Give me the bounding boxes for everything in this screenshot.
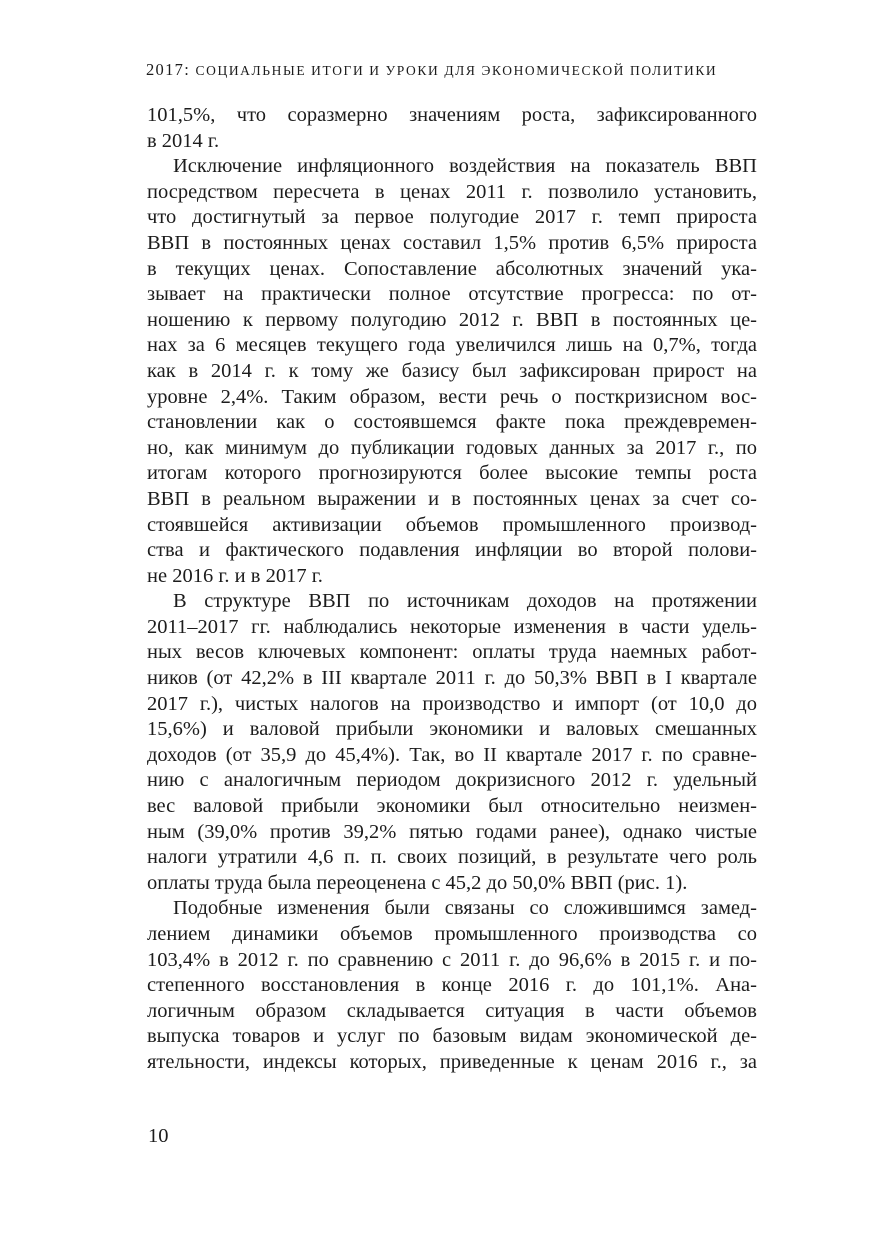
running-header: [146, 60, 717, 80]
page-number: 10: [148, 1125, 169, 1147]
running-header-year: 2017:: [146, 60, 191, 79]
text-line: выпуска товаров и услуг по базовым видам экономической де-: [147, 1025, 757, 1048]
text-line: в текущих ценах. Сопоставление абсолютных значений ука-: [147, 257, 757, 280]
text-line: 2011–2017 гг. наблюдались некоторые изменения в части удель-: [147, 615, 757, 638]
text-line: посредством пересчета в ценах 2011 г. позволило установить,: [147, 180, 757, 203]
text-line: становлении как о состоявшемся факте пока преждевремен-: [147, 411, 757, 434]
text-line: Исключение инфляционного воздействия на показатель ВВП: [173, 155, 757, 178]
text-line: как в 2014 г. к тому же базису был зафиксирован прирост на: [147, 359, 757, 382]
body-text: [147, 103, 757, 1076]
text-line: доходов (от 35,9 до 45,4%). Так, во II квартале 2017 г. по сравне-: [147, 743, 757, 766]
text-line: ных весов ключевых компонент: оплаты труда наемных работ-: [147, 641, 757, 664]
text-line: ным (39,0% против 39,2% пятью годами ранее), однако чистые: [147, 820, 757, 843]
text-line: но, как минимум до публикации годовых данных за 2017 г., по: [147, 436, 757, 459]
text-line: ВВП в постоянных ценах составил 1,5% против 6,5% прироста: [147, 231, 757, 254]
text-line: ников (от 42,2% в III квартале 2011 г. до 50,3% ВВП в I квартале: [147, 667, 757, 690]
running-header-title: СОЦИАЛЬНЫЕ ИТОГИ И УРОКИ ДЛЯ ЭКОНОМИЧЕСКОЙ ПОЛИТИКИ: [195, 63, 718, 78]
text-line: логичным образом складывается ситуация в части объемов: [147, 999, 757, 1022]
text-line: что достигнутый за первое полугодие 2017 г. темп прироста: [147, 206, 757, 229]
text-line: лением динамики объемов промышленного производства со: [147, 923, 757, 945]
text-line: налоги утратили 4,6 п. п. своих позиций, в результате чего роль: [147, 846, 757, 869]
text-line: степенного восстановления в конце 2016 г. до 101,1%. Ана-: [147, 974, 757, 997]
text-line: в 2014 г.: [147, 129, 220, 152]
text-line: зывает на практически полное отсутствие прогресса: по от-: [147, 283, 757, 306]
text-line: 2017 г.), чистых налогов на производство и импорт (от 10,0 до: [147, 692, 757, 715]
text-line: стоявшейся активизации объемов промышленного производ-: [147, 513, 757, 536]
text-line: нию с аналогичным периодом докризисного 2012 г. удельный: [147, 769, 757, 792]
text-line: ВВП в реальном выражении и в постоянных ценах за счет со-: [147, 487, 757, 510]
text-line: ства и фактического подавления инфляции во второй полови-: [147, 539, 757, 562]
text-line: ношению к первому полугодию 2012 г. ВВП в постоянных це-: [147, 308, 757, 331]
text-line: ятельности, индексы которых, приведенные к ценам 2016 г., за: [147, 1050, 757, 1073]
text-line: Подобные изменения были связаны со сложившимся замед-: [173, 897, 757, 920]
text-line: вес валовой прибыли экономики был относительно неизмен-: [147, 795, 757, 818]
text-line: 103,4% в 2012 г. по сравнению с 2011 г. до 96,6% в 2015 г. и по-: [147, 948, 757, 971]
text-line: оплаты труда была переоценена с 45,2 до 50,0% ВВП (рис. 1).: [147, 871, 688, 894]
text-line: не 2016 г. и в 2017 г.: [147, 564, 323, 587]
text-line: 101,5%, что соразмерно значениям роста, зафиксированного: [147, 104, 757, 126]
text-line: В структуре ВВП по источникам доходов на протяжении: [173, 590, 757, 613]
text-line: 15,6%) и валовой прибыли экономики и валовых смешанных: [147, 718, 757, 741]
text-line: нах за 6 месяцев текущего года увеличился лишь на 0,7%, тогда: [147, 334, 757, 357]
text-line: уровне 2,4%. Таким образом, вести речь о посткризисном вос-: [147, 385, 757, 408]
text-line: итогам которого прогнозируются более высокие темпы роста: [147, 462, 757, 485]
